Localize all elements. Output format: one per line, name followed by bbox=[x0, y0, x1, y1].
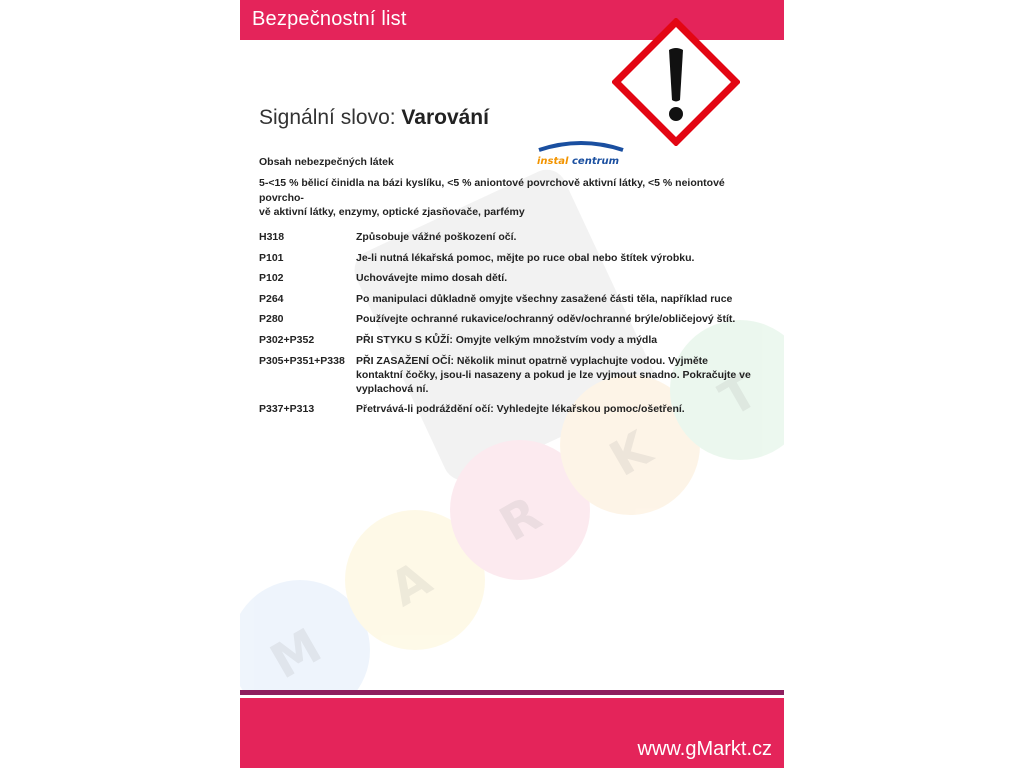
statement-code: P264 bbox=[259, 292, 284, 305]
exclamation-hazard-icon bbox=[612, 18, 740, 146]
statement-text: Uchovávejte mimo dosah dětí. bbox=[356, 272, 508, 285]
contents-line: 5-<15 % bělicí činidla na bázi kyslíku, <5 % aniontové povrchově aktivní látky, <5 % neiontové povrcho- bbox=[259, 177, 725, 204]
statement-text: PŘI STYKU S KŮŽÍ: Omyjte velkým množstvím vody a mýdla bbox=[356, 333, 658, 346]
statement-row bbox=[259, 271, 764, 285]
statement-code: P102 bbox=[259, 272, 284, 285]
statement-row bbox=[259, 333, 764, 347]
statement-code: P302+P352 bbox=[259, 333, 315, 346]
statement-row bbox=[259, 251, 764, 265]
statement-text: Používejte ochranné rukavice/ochranný oděv/ochranné brýle/obličejový štít. bbox=[356, 313, 736, 326]
footer-divider bbox=[240, 690, 784, 695]
safety-sheet bbox=[240, 0, 784, 768]
header-title: Bezpečnostní list bbox=[252, 8, 407, 30]
hazard-statements-list bbox=[259, 230, 764, 423]
signal-word-value: Varování bbox=[401, 106, 489, 129]
watermark-letter: T bbox=[710, 362, 768, 428]
statement-text: Způsobuje vážné poškození očí. bbox=[356, 231, 517, 243]
signal-word bbox=[259, 106, 489, 130]
statement-row bbox=[259, 292, 764, 306]
watermark-letter: A bbox=[380, 550, 441, 618]
logo-part1: instal bbox=[537, 156, 569, 167]
hazardous-contents bbox=[259, 176, 759, 220]
statement-row bbox=[259, 312, 764, 326]
statement-text: Je-li nutná lékařská pomoc, mějte po ruce obal nebo štítek výrobku. bbox=[356, 251, 695, 264]
watermark-letter: K bbox=[600, 420, 661, 488]
contents-line: vě aktivní látky, enzymy, optické zjasňovače, parfémy bbox=[259, 206, 525, 218]
instalcentrum-logo bbox=[535, 140, 627, 170]
logo-part2: centrum bbox=[572, 156, 620, 167]
footer-url[interactable]: www.gMarkt.cz bbox=[637, 738, 772, 760]
signal-word-label: Signální slovo: bbox=[259, 106, 402, 129]
watermark-letter: M bbox=[261, 617, 331, 690]
footer-bar bbox=[240, 698, 784, 768]
statement-code: H318 bbox=[259, 231, 285, 243]
statement-row bbox=[259, 402, 764, 416]
watermark-letter: R bbox=[490, 485, 551, 553]
statement-text: PŘI ZASAŽENÍ OČÍ: Několik minut opatrně vyplachujte vodou. Vyjměte kontaktní čočky, jsou-li nasazeny a pokud je lze vyjmout snadno. Pokračujte ve vyplachová ní. bbox=[356, 354, 751, 395]
statement-text: Přetrvává-li podráždění očí: Vyhledejte lékařskou pomoc/ošetření. bbox=[356, 403, 685, 416]
statement-row bbox=[259, 230, 764, 244]
statement-code: P337+P313 bbox=[259, 403, 315, 416]
section-title: Obsah nebezpečných látek bbox=[259, 156, 394, 168]
statement-code: P101 bbox=[259, 251, 284, 264]
statement-code: P280 bbox=[259, 313, 284, 326]
statement-row bbox=[259, 354, 764, 396]
statement-code: P305+P351+P338 bbox=[259, 354, 345, 367]
statement-text: Po manipulaci důkladně omyjte všechny zasažené části těla, například ruce bbox=[356, 292, 733, 305]
